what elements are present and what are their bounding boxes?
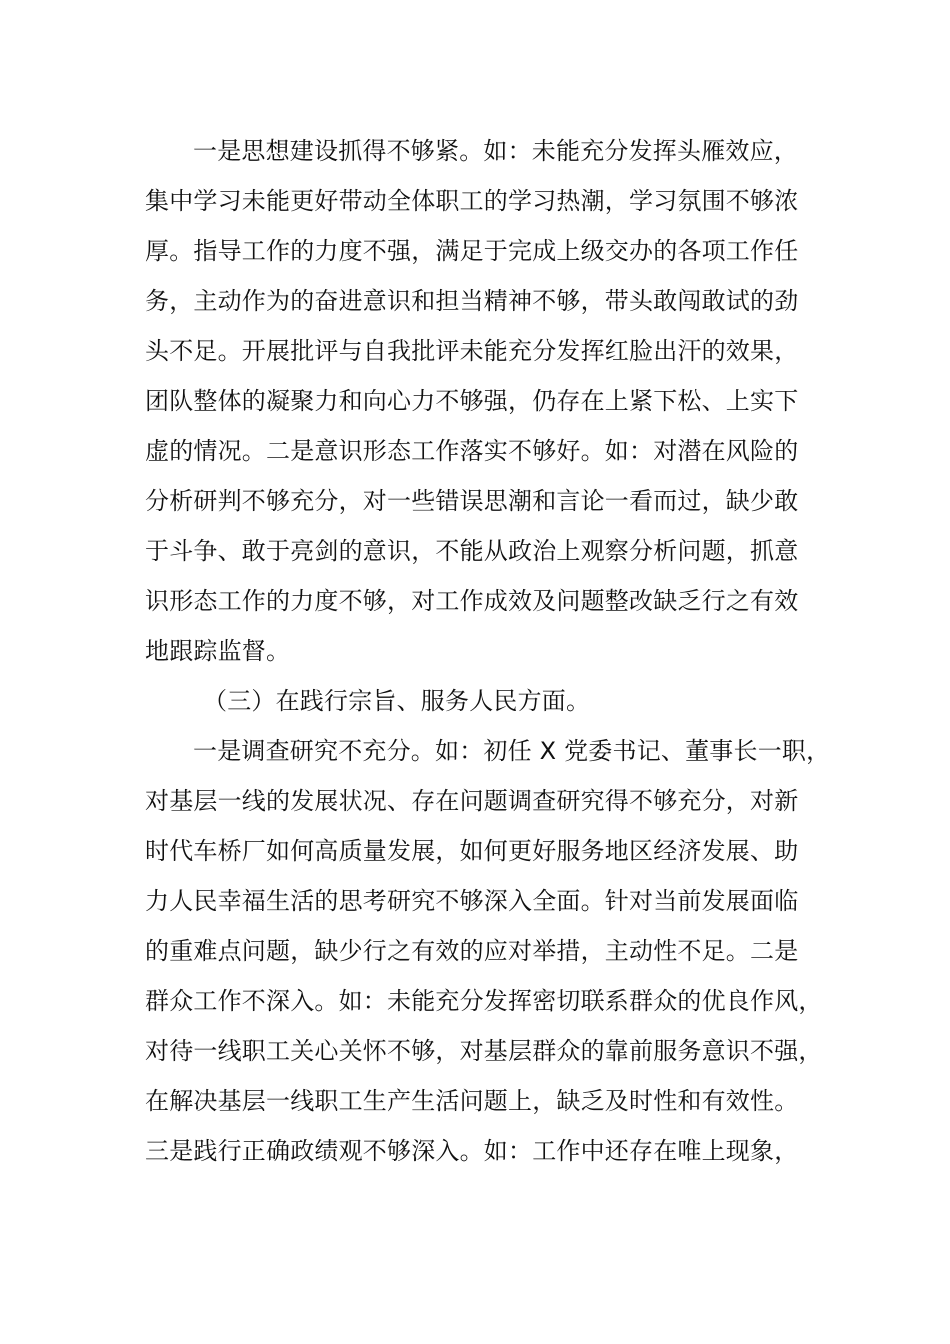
- paragraph-line: 地跟踪监督。: [145, 637, 291, 665]
- document-body: [145, 126, 831, 1176]
- paragraph-line: 时代车桥厂如何高质量发展，如何更好服务地区经济发展、助: [145, 837, 799, 865]
- paragraph-line: 在解决基层一线职工生产生活问题上，缺乏及时性和有效性。: [145, 1087, 799, 1115]
- paragraph-line: 对待一线职工关心关怀不够，对基层群众的靠前服务意识不强，: [145, 1037, 823, 1065]
- paragraph-line: 务，主动作为的奋进意识和担当精神不够，带头敢闯敢试的劲: [145, 287, 799, 315]
- paragraph-line: 三是践行正确政绩观不够深入。如：工作中还存在唯上现象，: [145, 1137, 799, 1165]
- paragraph-line: 团队整体的凝聚力和向心力不够强，仍存在上紧下松、上实下: [145, 387, 799, 415]
- paragraph-line: 对基层一线的发展状况、存在问题调查研究得不够充分，对新: [145, 787, 799, 815]
- paragraph-line: 分析研判不够充分，对一些错误思潮和言论一看而过，缺少敢: [145, 487, 799, 515]
- paragraph-line: 厚。指导工作的力度不强，满足于完成上级交办的各项工作任: [145, 237, 799, 265]
- paragraph-line: 虚的情况。二是意识形态工作落实不够好。如：对潜在风险的: [145, 437, 799, 465]
- paragraph-line: 力人民幸福生活的思考研究不够深入全面。针对当前发展面临: [145, 887, 799, 915]
- paragraph-line: 头不足。开展批评与自我批评未能充分发挥红脸出汗的效果，: [145, 337, 799, 365]
- paragraph-line: 群众工作不深入。如：未能充分发挥密切联系群众的优良作风，: [145, 987, 823, 1015]
- paragraph-line: 的重难点问题，缺少行之有效的应对举措，主动性不足。二是: [145, 937, 799, 965]
- paragraph-line: 一是思想建设抓得不够紧。如：未能充分发挥头雁效应，: [193, 137, 798, 165]
- paragraph-line: 于斗争、敢于亮剑的意识，不能从政治上观察分析问题，抓意: [145, 537, 799, 565]
- paragraph-line: 一是调查研究不充分。如：初任 X 党委书记、董事长一职，: [193, 737, 831, 765]
- section-heading: （三）在践行宗旨、服务人民方面。: [203, 687, 591, 715]
- paragraph-line: 集中学习未能更好带动全体职工的学习热潮，学习氛围不够浓: [145, 187, 799, 215]
- paragraph-line: 识形态工作的力度不够，对工作成效及问题整改缺乏行之有效: [145, 587, 799, 615]
